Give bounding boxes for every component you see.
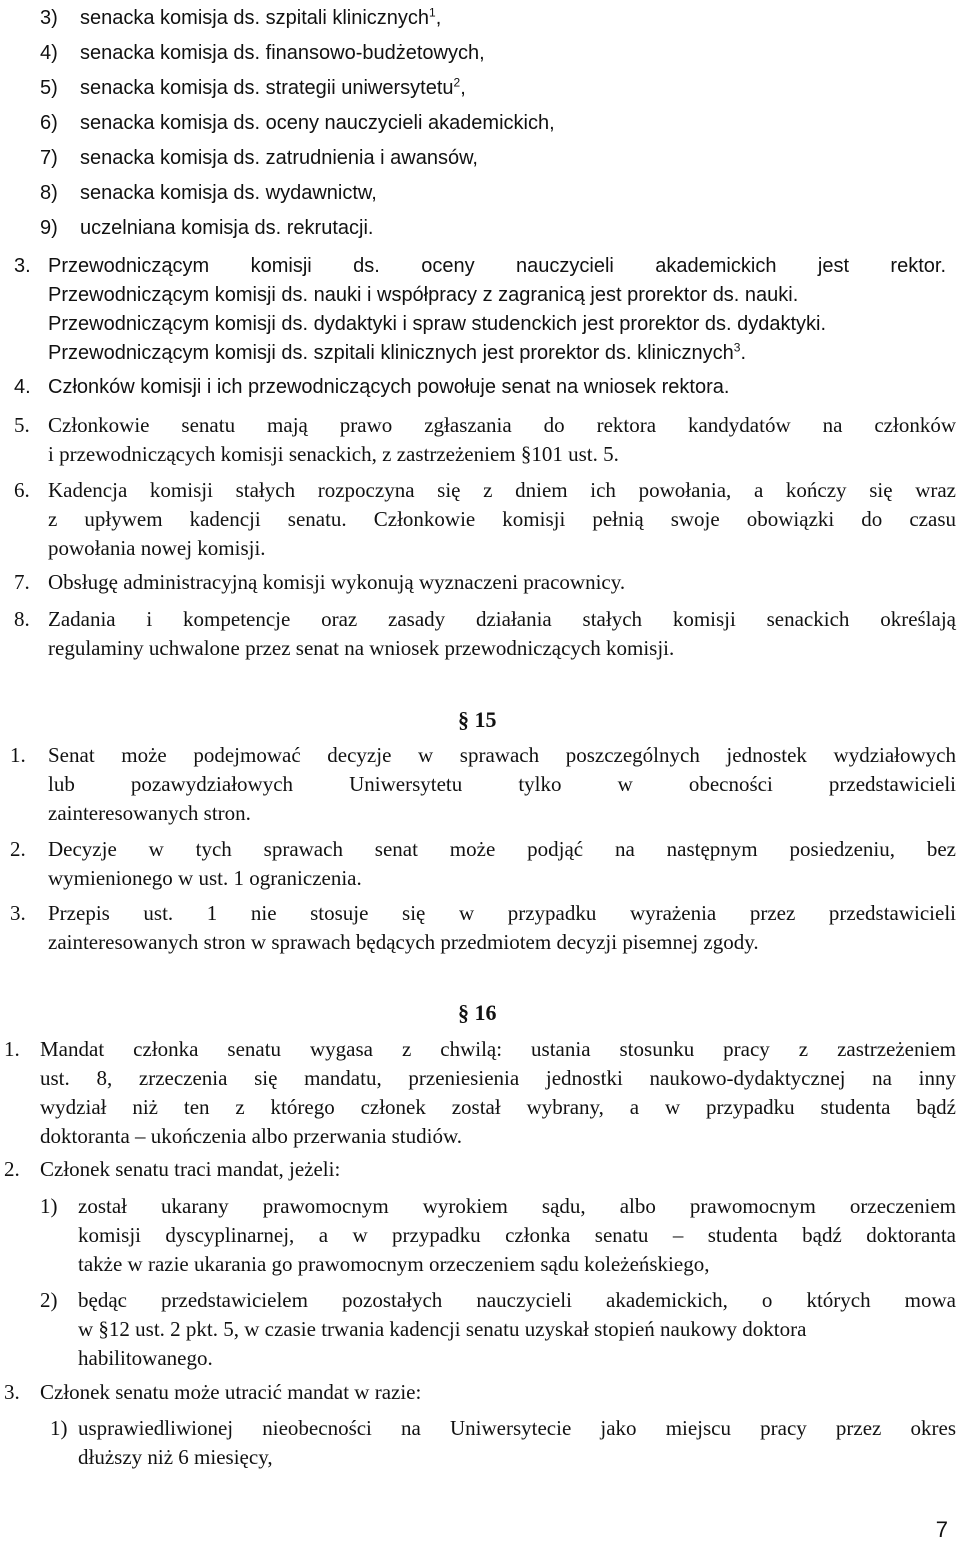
paragraph-line: lub pozawydziałowych Uniwersytetu tylko w obecności przedstawicieli (48, 772, 956, 796)
paragraph-line: Przewodniczącym komisji ds. dydaktyki i spraw studenckich jest prorektor ds. dydaktyki. (48, 313, 827, 335)
list-item: senacka komisja ds. wydawnictw, (80, 182, 377, 204)
footnote-ref: 1 (429, 5, 436, 20)
paragraph-number: 6. (14, 478, 30, 502)
paragraph-line: zainteresowanych stron w sprawach będących przedmiotem decyzji pisemnej zgody. (48, 930, 759, 954)
paragraph-line: regulaminy uchwalone przez senat na wniosek przewodniczących komisji. (48, 636, 675, 660)
section-heading: § 16 (458, 1000, 497, 1025)
list-item-line: w §12 ust. 2 pkt. 5, w czasie trwania kadencji senatu uzyskał stopień naukowy doktora (78, 1317, 807, 1341)
paragraph-number: 5. (14, 413, 30, 437)
list-item: senacka komisja ds. zatrudnienia i awansów, (80, 147, 478, 169)
list-item-number: 5) (40, 77, 58, 99)
list-item-number: 1) (50, 1416, 68, 1440)
list-item: senacka komisja ds. szpitali klinicznych$^1$, (80, 5, 442, 29)
list-item-number: 7) (40, 147, 58, 169)
paragraph-line: doktoranta – ukończenia albo przerwania studiów. (40, 1124, 462, 1148)
paragraph-line: Decyzje w tych sprawach senat może podjąć na następnym posiedzeniu, bez (48, 837, 956, 861)
list-item-number: 9) (40, 217, 58, 239)
list-item-number: 1) (40, 1194, 58, 1218)
paragraph-line: z upływem kadencji senatu. Członkowie komisji pełnią swoje obowiązki do czasu (48, 507, 956, 531)
list-item-number: 2) (40, 1288, 58, 1312)
list-item-line: został ukarany prawomocnym wyrokiem sądu, albo prawomocnym orzeczeniem (78, 1194, 956, 1218)
paragraph-line: ust. 8, zrzeczenia się mandatu, przeniesienia jednostki naukowo-dydaktycznej na inny (40, 1066, 956, 1090)
list-item-line: będąc przedstawicielem pozostałych nauczycieli akademickich, o których mowa (78, 1288, 956, 1312)
paragraph-number: 1. (4, 1037, 20, 1061)
paragraph-line: zainteresowanych stron. (48, 801, 251, 825)
paragraph-line: Przepis ust. 1 nie stosuje się w przypadku wyrażenia przez przedstawicieli (48, 901, 956, 925)
paragraph-line: Przewodniczącym komisji ds. nauki i współpracy z zagranicą jest prorektor ds. nauki. (48, 284, 799, 306)
paragraph-number: 4. (14, 376, 31, 398)
paragraph-number: 3. (4, 1380, 20, 1404)
list-item-number: 3) (40, 7, 58, 29)
paragraph-line: Przewodniczącym komisji ds. szpitali klinicznych jest prorektor ds. klinicznych$^3$. (48, 340, 747, 364)
list-item-line: dłuższy niż 6 miesięcy, (78, 1445, 273, 1469)
section-heading: § 15 (458, 707, 497, 732)
footnote-ref: 2 (453, 75, 461, 90)
paragraph-line: Senat może podejmować decyzje w sprawach poszczególnych jednostek wydziałowych (48, 743, 956, 767)
paragraph-number: 2. (4, 1157, 20, 1181)
paragraph-line: Członek senatu traci mandat, jeżeli: (40, 1157, 341, 1181)
list-item-line: także w razie ukarania go prawomocnym orzeczeniem sądu koleżeńskiego, (78, 1252, 710, 1276)
paragraph-line: Członków komisji i ich przewodniczących powołuje senat na wniosek rektora. (48, 376, 730, 398)
paragraph-line: Członek senatu może utracić mandat w razie: (40, 1380, 422, 1404)
paragraph-number: 3. (10, 901, 26, 925)
paragraph-line: Przewodniczącym komisji ds. oceny nauczycieli akademickich jest rektor. (48, 255, 946, 277)
list-item-line: komisji dyscyplinarnej, a w przypadku członka senatu – studenta bądź doktoranta (78, 1223, 956, 1247)
paragraph-number: 3. (14, 255, 31, 277)
paragraph-line: powołania nowej komisji. (48, 536, 266, 560)
list-item: senacka komisja ds. finansowo-budżetowych, (80, 42, 485, 64)
paragraph-line: Zadania i kompetencje oraz zasady działania stałych komisji senackich określają (48, 607, 956, 631)
paragraph-number: 1. (10, 743, 26, 767)
paragraph-line: i przewodniczących komisji senackich, z zastrzeżeniem §101 ust. 5. (48, 442, 619, 466)
paragraph-line: Obsługę administracyjną komisji wykonują wyznaczeni pracownicy. (48, 570, 626, 594)
paragraph-line: wymienionego w ust. 1 ograniczenia. (48, 866, 362, 890)
list-item-number: 8) (40, 182, 58, 204)
paragraph-number: 2. (10, 837, 26, 861)
list-item: senacka komisja ds. oceny nauczycieli akademickich, (80, 112, 555, 134)
paragraph-number: 7. (14, 570, 30, 594)
list-item: senacka komisja ds. strategii uniwersytetu$^2$, (80, 75, 466, 99)
list-item-line: habilitowanego. (78, 1346, 213, 1370)
list-item-number: 4) (40, 42, 58, 64)
paragraph-line: wydział niż ten z którego członek został wybrany, a w przypadku studenta bądź (40, 1095, 956, 1119)
paragraph-line: Mandat członka senatu wygasa z chwilą: ustania stosunku pracy z zastrzeżeniem (40, 1037, 956, 1061)
paragraph-number: 8. (14, 607, 30, 631)
paragraph-line: Kadencja komisji stałych rozpoczyna się z dniem ich powołania, a kończy się wraz (48, 478, 956, 502)
footnote-ref: 3 (733, 340, 741, 355)
list-item-number: 6) (40, 112, 58, 134)
page-number: 7 (935, 1517, 948, 1542)
list-item: uczelniana komisja ds. rekrutacji. (80, 217, 374, 239)
paragraph-line: Członkowie senatu mają prawo zgłaszania do rektora kandydatów na członków (48, 413, 956, 437)
list-item-line: usprawiedliwionej nieobecności na Uniwersytecie jako miejscu pracy przez okres (78, 1416, 956, 1440)
